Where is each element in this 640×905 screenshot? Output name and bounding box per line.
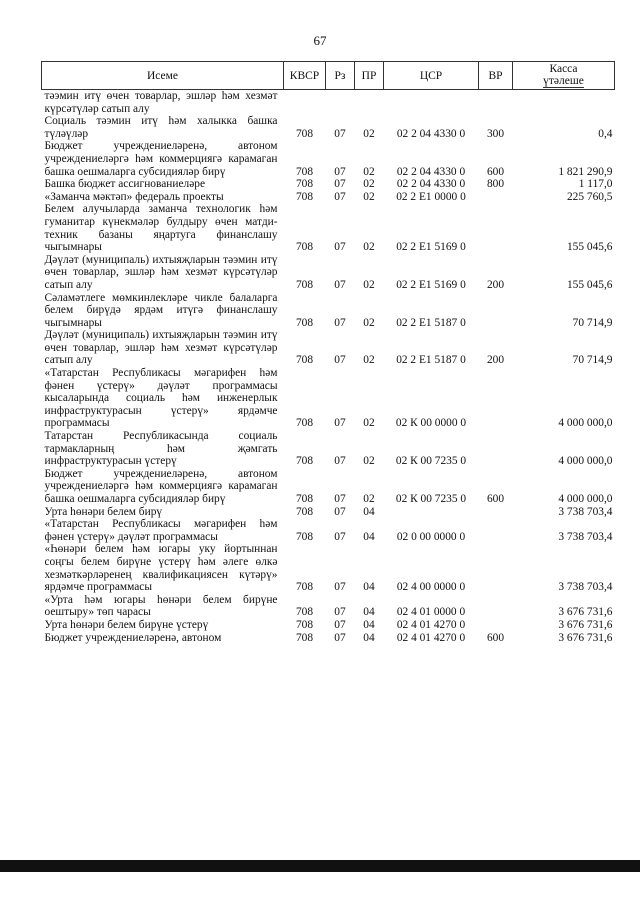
table-row xyxy=(42,594,615,619)
row-rz: 07 xyxy=(334,505,346,518)
page-number: 67 xyxy=(313,33,327,48)
table-row xyxy=(42,178,615,191)
row-pr: 02 xyxy=(363,354,375,367)
row-amount: 3 738 703,4 xyxy=(558,530,613,543)
row-vr: 300 xyxy=(486,127,505,140)
row-amount: 3 738 703,4 xyxy=(558,505,613,518)
row-kvsr: 708 xyxy=(295,618,314,631)
table-row xyxy=(42,430,615,468)
row-kvsr: 708 xyxy=(295,505,314,518)
row-name: тәэмин итү өчен товарлар, эшләр һәм хезмәт күрсәтүләр сатып алу xyxy=(44,90,278,115)
row-name: Урта һөнәри белем бирүне үстерү xyxy=(44,618,209,631)
row-csr: 02 2 E1 5187 0 xyxy=(396,316,466,329)
row-amount: 3 738 703,4 xyxy=(558,581,613,594)
row-vr: 200 xyxy=(486,354,505,367)
row-name: Социаль тәэмин итү һәм халыкка башка түләүләр xyxy=(44,115,278,140)
row-name: «Татарстан Республикасы мәгарифен һәм фәнен үстерү» дәүләт программасы кысаларында социаль һәм инженерлык инфраструктурасын үстерү» ярдәмче программасы xyxy=(44,367,278,430)
row-kvsr: 708 xyxy=(295,190,314,203)
row-vr xyxy=(479,292,513,330)
row-csr: 02 К 00 7235 0 xyxy=(395,455,467,468)
table-row xyxy=(42,254,615,292)
row-pr: 02 xyxy=(363,190,375,203)
row-amount: 155 045,6 xyxy=(566,241,613,254)
table-row xyxy=(42,632,615,645)
row-name: Дәүләт (муниципаль) ихтыяҗларын тәэмин итү өчен товарлар, эшләр һәм хезмәт күрсәтүләр сатып алу xyxy=(44,329,278,367)
row-rz xyxy=(326,90,355,116)
row-pr: 02 xyxy=(363,127,375,140)
row-kvsr xyxy=(284,90,326,116)
row-pr: 02 xyxy=(363,316,375,329)
row-name: «Татарстан Республикасы мәгарифен һәм фәнен үстерү» дәүләт программасы xyxy=(44,518,278,543)
table-header-row xyxy=(42,62,615,90)
row-rz: 07 xyxy=(334,127,346,140)
table-row xyxy=(42,518,615,543)
row-amount: 225 760,5 xyxy=(566,190,613,203)
row-kvsr: 708 xyxy=(295,278,314,291)
row-amount: 4 000 000,0 xyxy=(558,455,613,468)
row-rz: 07 xyxy=(334,178,346,191)
row-vr xyxy=(479,430,513,468)
row-pr: 02 xyxy=(363,165,375,178)
row-amount: 70 714,9 xyxy=(572,316,613,329)
header-kvsr: КВСР xyxy=(284,62,326,90)
row-pr: 04 xyxy=(363,581,375,594)
row-kvsr: 708 xyxy=(295,417,314,430)
row-csr: 02 4 01 0000 0 xyxy=(396,606,466,619)
row-csr: 02 2 E1 5169 0 xyxy=(396,241,466,254)
table-row xyxy=(42,140,615,178)
row-amount: 0,4 xyxy=(598,127,613,140)
row-name: Белем алучыларда заманча технологик һәм гуманитар күнекмәләр булдыру өчен матди-техник базаны яңартуга финанслашу чыгымнары xyxy=(44,203,278,254)
row-pr: 02 xyxy=(363,455,375,468)
row-vr xyxy=(479,367,513,430)
table-row xyxy=(42,543,615,593)
row-rz: 07 xyxy=(334,165,346,178)
bottom-scan-bar xyxy=(0,860,640,872)
row-vr xyxy=(479,506,513,519)
row-csr xyxy=(384,506,479,519)
row-kvsr: 708 xyxy=(295,631,314,644)
table-row xyxy=(42,203,615,253)
row-name: Башка бюджет ассигнованиеләре xyxy=(44,178,206,191)
row-kvsr: 708 xyxy=(295,354,314,367)
table-row xyxy=(42,619,615,632)
row-amount: 1 117,0 xyxy=(578,178,613,191)
row-pr: 02 xyxy=(363,241,375,254)
row-pr: 04 xyxy=(363,530,375,543)
header-vr: ВР xyxy=(479,62,513,90)
row-vr xyxy=(479,594,513,619)
row-vr xyxy=(479,191,513,204)
row-csr: 02 2 04 4330 0 xyxy=(396,165,466,178)
table-row xyxy=(42,115,615,140)
row-csr: 02 К 00 7235 0 xyxy=(395,493,467,505)
row-kvsr: 708 xyxy=(295,581,314,594)
row-pr: 04 xyxy=(363,505,375,518)
row-amount: 3 676 731,6 xyxy=(558,618,613,631)
row-kvsr: 708 xyxy=(295,606,314,619)
row-rz: 07 xyxy=(334,631,346,644)
table-row xyxy=(42,329,615,367)
row-vr xyxy=(479,518,513,543)
row-vr: 200 xyxy=(486,278,505,291)
row-csr: 02 2 E1 0000 0 xyxy=(396,190,466,203)
table-row xyxy=(42,468,615,506)
row-vr xyxy=(479,203,513,253)
row-amount: 4 000 000,0 xyxy=(558,493,613,505)
row-kvsr: 708 xyxy=(295,127,314,140)
row-vr: 800 xyxy=(486,178,505,191)
row-name: Бюджет учреждениеләренә, автоном учреждениеләргә һәм коммерциягә карамаган башка оешмаларга субсидияләр бирү xyxy=(44,140,278,178)
row-rz: 07 xyxy=(334,278,346,291)
row-amount: 3 676 731,6 xyxy=(558,606,613,619)
row-rz: 07 xyxy=(334,455,346,468)
table-row xyxy=(42,367,615,430)
row-kvsr: 708 xyxy=(295,316,314,329)
row-csr xyxy=(384,90,479,116)
row-kvsr: 708 xyxy=(295,178,314,191)
row-name: Бюджет учреждениеләренә, автоном xyxy=(44,631,222,644)
row-pr: 02 xyxy=(363,178,375,191)
row-csr: 02 2 E1 5187 0 xyxy=(396,354,466,367)
row-name: «Урта һәм югары һөнәри белем бирүне оештыру» төп чарасы xyxy=(44,593,278,619)
row-rz: 07 xyxy=(334,316,346,329)
row-name: Бюджет учреждениеләренә, автоном учреждениеләргә һәм коммерциягә карамаган башка оешмаларга субсидияләр бирү xyxy=(44,467,278,505)
row-name: Дәүләт (муниципаль) ихтыяҗларын тәэмин итү өчен товарлар, эшләр һәм хезмәт күрсәтүләр сатып алу xyxy=(44,253,278,291)
row-vr xyxy=(479,619,513,632)
header-pr: ПР xyxy=(355,62,384,90)
row-rz: 07 xyxy=(334,190,346,203)
row-amount: 1 821 290,9 xyxy=(558,165,613,178)
row-kvsr: 708 xyxy=(295,165,314,178)
table-body xyxy=(42,90,615,645)
row-pr: 04 xyxy=(363,606,375,619)
row-pr: 04 xyxy=(363,631,375,644)
row-amount: 70 714,9 xyxy=(572,354,613,367)
row-pr xyxy=(355,90,384,116)
header-rz: Рз xyxy=(326,62,355,90)
header-kassa-line2: үтәлеше xyxy=(543,75,584,87)
row-rz: 07 xyxy=(334,241,346,254)
table-row xyxy=(42,292,615,330)
row-pr: 02 xyxy=(363,417,375,430)
row-vr xyxy=(479,543,513,593)
table-row xyxy=(42,506,615,519)
row-vr: 600 xyxy=(486,631,505,644)
row-csr: 02 2 E1 5169 0 xyxy=(396,278,466,291)
row-amount: 4 000 000,0 xyxy=(558,417,613,430)
row-name: «Һөнәри белем һәм югары уку йортыннан соңгы белем бирүне үстерү һәм әлеге өлкә хезмәткәрләренең квалификациясен күтәрү» ярдәмче программасы xyxy=(44,543,278,594)
header-kassa xyxy=(513,62,615,90)
row-rz: 07 xyxy=(334,618,346,631)
header-name: Исеме xyxy=(42,62,284,90)
row-kvsr: 708 xyxy=(295,530,314,543)
row-kvsr: 708 xyxy=(295,493,314,505)
row-csr: 02 4 01 4270 0 xyxy=(396,631,466,644)
row-csr: 02 4 01 4270 0 xyxy=(396,618,466,631)
row-name: Сәламәтлеге мөмкинлекләре чикле балаларга белем бирүдә ярдәм итүгә финанслашу чыгымнары xyxy=(44,291,278,329)
row-csr: 02 К 00 0000 0 xyxy=(395,417,467,430)
row-rz: 07 xyxy=(334,606,346,619)
row-vr: 600 xyxy=(486,165,505,178)
row-amount xyxy=(513,90,615,116)
row-pr: 02 xyxy=(363,278,375,291)
row-name: Урта һөнәри белем бирү xyxy=(44,505,163,518)
row-rz: 07 xyxy=(334,581,346,594)
row-rz: 07 xyxy=(334,354,346,367)
row-csr: 02 4 00 0000 0 xyxy=(396,581,466,594)
row-rz: 07 xyxy=(334,417,346,430)
row-vr xyxy=(479,90,513,116)
row-rz: 07 xyxy=(334,493,346,505)
row-pr: 04 xyxy=(363,618,375,631)
row-csr: 02 2 04 4330 0 xyxy=(396,178,466,191)
row-name: «Заманча мәктәп» федераль проекты xyxy=(44,190,224,203)
row-csr: 02 0 00 0000 0 xyxy=(396,530,466,543)
table-row xyxy=(42,191,615,204)
header-kassa-line1: Касса xyxy=(549,63,578,75)
row-csr: 02 2 04 4330 0 xyxy=(396,127,466,140)
row-amount: 155 045,6 xyxy=(566,278,613,291)
row-kvsr: 708 xyxy=(295,455,314,468)
row-kvsr: 708 xyxy=(295,241,314,254)
row-name: Татарстан Республикасында социаль тармакларның һәм җәмгать инфраструктурасын үстерү xyxy=(44,430,278,468)
table-row xyxy=(42,90,615,116)
row-amount: 3 676 731,6 xyxy=(558,631,613,644)
row-pr: 02 xyxy=(363,493,375,505)
row-rz: 07 xyxy=(334,530,346,543)
budget-table xyxy=(41,61,615,644)
header-csr: ЦСР xyxy=(384,62,479,90)
row-vr: 600 xyxy=(486,493,505,505)
